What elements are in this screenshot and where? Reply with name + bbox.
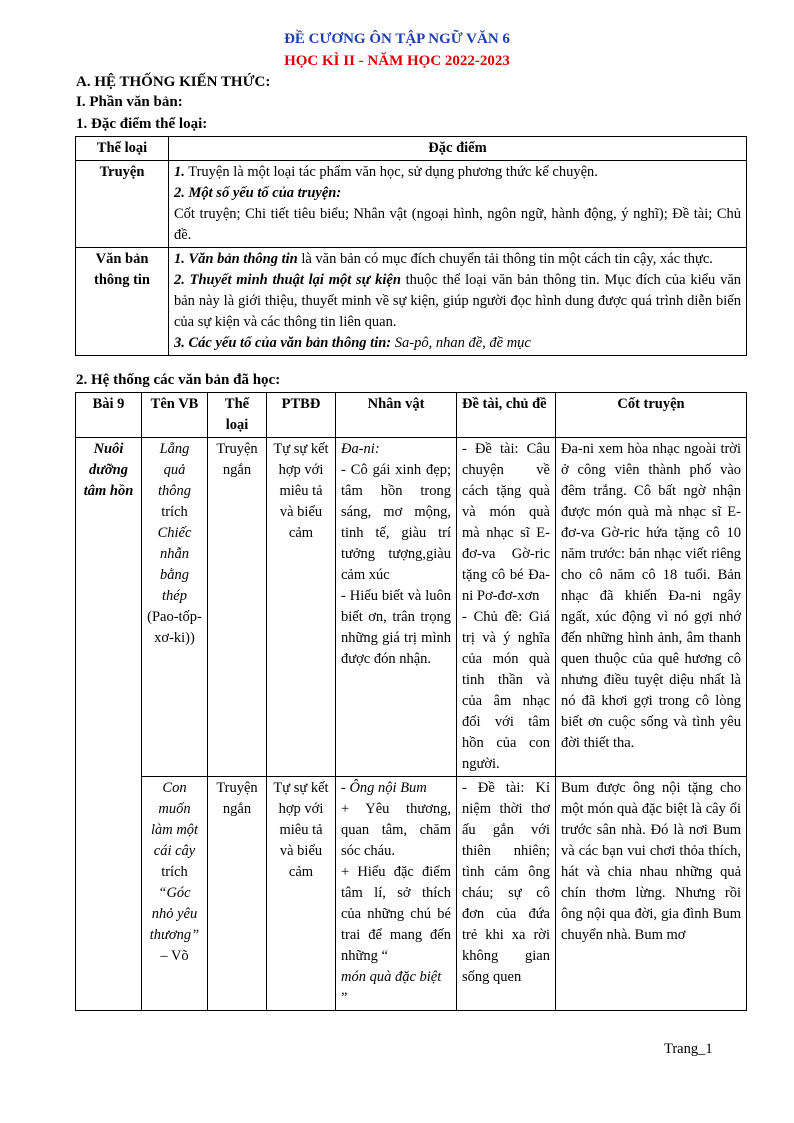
document-subtitle: HỌC KÌ II - NĂM HỌC 2022-2023 [284, 53, 510, 69]
feature-paragraph [174, 333, 741, 354]
section-heading-a: A. HỆ THỐNG KIẾN THỨC: [76, 74, 271, 90]
text-mode: Tự sự kết hợp với miêu tả và biểu cảm [267, 438, 336, 777]
text-mode: Tự sự kết hợp với miêu tả và biểu cảm [267, 777, 336, 1011]
text-name-part: Lẵng quả thông [157, 441, 192, 499]
col-header-plot: Cốt truyện [556, 393, 747, 438]
text-name-part: Con muốn làm một cái cây [150, 780, 199, 859]
feature-text: là văn bản có mục đích chuyển tải thông tin một cách tin cậy, xác thực. [297, 251, 713, 267]
character-trait: - Hiểu biết và luôn biết ơn, trân trọng những giá trị mình được đón nhận. [341, 588, 451, 667]
text-plot: Bum được ông nội tặng cho một món quà đặc biệt là cây ổi trước sân nhà. Đó là nơi Bum và các bạn vui chơi thỏa thích, hát và chia nhau những quả chín thơm lừng. Nhưng rồi ông nội qua đời, gia đình Bum chuyển nhà. Bum mơ [556, 777, 747, 1011]
table-row [76, 248, 747, 356]
text-genre: Truyện ngắn [208, 438, 267, 777]
section-heading-1: 1. Đặc điểm thể loại: [76, 116, 208, 132]
col-header-name: Tên VB [142, 393, 208, 438]
text-plot: Đa-ni xem hòa nhạc ngoài trời ở công viên thành phố vào đêm trắng. Cô bất ngờ nhận được món quà mà nhạc sĩ E-đơ-va Gờ-ric hứa tặng cô 10 năm trước: bản nhạc viết riêng cho cô năm cô 18 tuổi. Bản nhạc đã khiến Đa-ni ngây ngất, xúc động vì nó gợi nhớ đến những hình ảnh, âm thanh quen thuộc của quê hương cô nhưng điều tuyệt diệu nhất là nó đã khơi gợi trong cô lòng biết ơn cuộc sống và tình yêu đời thiết tha. [556, 438, 747, 777]
character-name: Đa-ni: [341, 441, 380, 457]
theme-line: - Đề tài: Câu chuyện về cách tặng quà và món quà mà nhạc sĩ E-đơ-va Gờ-ric tặng cô bé Đa-ni Pơ-đơ-xơn [462, 441, 550, 604]
texts-table [75, 392, 747, 1011]
feature-paragraph [174, 249, 741, 270]
feature-text: thuộc thể loại văn bản thông tin. Mục đích của kiểu văn bản này là giới thiệu, thuyết minh về sự kiện, giúp người đọc hình dung được quá trình diễn biến của sự kiện và các thông tin liên quan. [174, 272, 741, 330]
col-header-character: Nhân vật [336, 393, 457, 438]
text-name-part: Chiếc nhẫn bằng thép [157, 525, 192, 604]
character-trait: - Cô gái xinh đẹp; tâm hồn trong sáng, mơ mộng, tinh tế, giàu trí tưởng tượng,giàu cảm xúc [341, 462, 451, 583]
document-title: ĐỀ CƯƠNG ÔN TẬP NGỮ VĂN 6 [284, 31, 510, 47]
text-characters [336, 777, 457, 1011]
genre-table-header [76, 137, 747, 161]
genre-table [75, 136, 747, 356]
text-name-part: “Góc nhỏ yêu thương” [149, 885, 200, 943]
genre-name-line: Văn bản [95, 251, 149, 267]
genre-name-line: thông tin [93, 272, 150, 288]
text-name-part: – Võ [160, 948, 189, 964]
feature-label: 1. Văn bản thông tin [174, 251, 298, 267]
character-name: - Ông nội Bum [341, 780, 427, 796]
feature-label: 1. [174, 164, 185, 180]
character-trait-part: ” [341, 990, 348, 1006]
page-number: Trang_1 [664, 1041, 713, 1057]
theme-line: - Chủ đề: Giá trị và ý nghĩa của món quà tinh thần và của âm nhạc đối với tâm hồn của con người. [462, 609, 550, 772]
col-header-lesson: Bài 9 [76, 393, 142, 438]
text-theme: - Đề tài: Kỉ niệm thời thơ ấu gắn với thiên nhiên; tình cảm ông cháu; sự cô đơn của đứa trẻ khi xa rời không gian sống quen [457, 777, 556, 1011]
feature-label: 2. Một số yếu tố của truyện: [174, 185, 342, 201]
text-name-part: trích [161, 504, 188, 520]
text-name [142, 438, 208, 777]
table-row [76, 438, 747, 777]
feature-paragraph [174, 270, 741, 333]
feature-text: Truyện là một loại tác phẩm văn học, sử dụng phương thức kể chuyện. [184, 164, 598, 180]
section-heading-i: I. Phần văn bản: [76, 94, 183, 110]
character-trait: + Yêu thương, quan tâm, chăm sóc cháu. [341, 801, 451, 859]
text-name-part: (Pao-tốp-xơ-ki)) [147, 609, 202, 646]
feature-text: Cốt truyện; Chi tiết tiêu biểu; Nhân vật (ngoại hình, ngôn ngữ, hành động, ý nghĩ); Đề tài; Chủ đề. [174, 206, 741, 243]
genre-features [169, 248, 747, 356]
text-genre: Truyện ngắn [208, 777, 267, 1011]
feature-col-header: Đặc điểm [169, 137, 747, 161]
feature-paragraph [174, 204, 741, 246]
text-name-part: trích [161, 864, 188, 880]
feature-text: Sa-pô, nhan đề, đề mục [391, 335, 531, 351]
text-name [142, 777, 208, 1011]
feature-label: 2. Thuyết minh thuật lại một sự kiện [174, 272, 401, 288]
table-row [76, 161, 747, 248]
table-row [76, 777, 747, 1011]
feature-paragraph [174, 183, 741, 204]
feature-label: 3. Các yếu tố của văn bản thông tin: [174, 335, 392, 351]
texts-table-header [76, 393, 747, 438]
col-header-mode: PTBĐ [267, 393, 336, 438]
text-characters [336, 438, 457, 777]
col-header-genre: Thể loại [208, 393, 267, 438]
feature-paragraph [174, 162, 741, 183]
genre-name [76, 248, 169, 356]
section-heading-2: 2. Hệ thống các văn bản đã học: [76, 372, 281, 388]
character-trait-part: + Hiểu đặc điểm tâm lí, sở thích của những chú bé trai để mang đến những “ [341, 864, 451, 964]
text-theme [457, 438, 556, 777]
genre-col-header: Thể loại [76, 137, 169, 161]
genre-name: Truyện [76, 161, 169, 248]
lesson-name: Nuôi dưỡng tâm hồn [76, 438, 142, 1011]
genre-features [169, 161, 747, 248]
col-header-theme: Đề tài, chủ đề [457, 393, 556, 438]
character-trait [341, 862, 451, 1009]
character-trait-part: món quà đặc biệt [341, 969, 442, 985]
